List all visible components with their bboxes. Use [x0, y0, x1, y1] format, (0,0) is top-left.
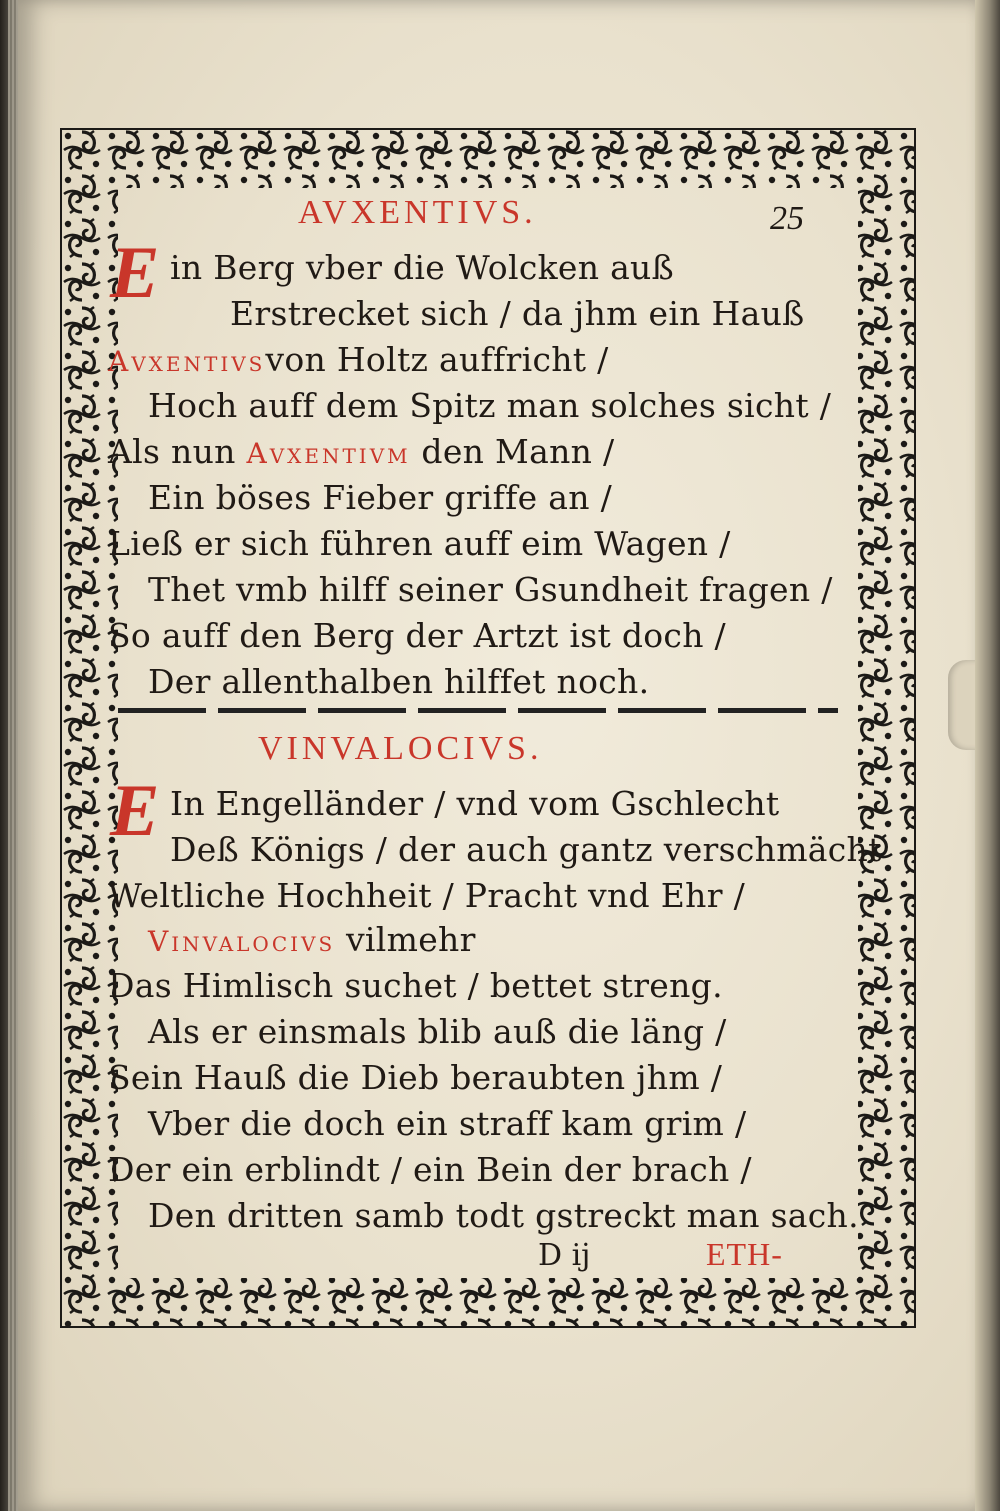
section-divider [118, 708, 838, 713]
verse-line: Avxentivsvon Holtz auffricht / [108, 340, 609, 379]
verse-line: Das Himlisch suchet / bettet streng. [108, 966, 723, 1005]
verse-line: Den dritten samb todt gstreckt man sach. [148, 1196, 859, 1235]
verse-line: So auff den Berg der Artzt ist doch / [108, 616, 726, 655]
verse-line: In Engelländer / vnd vom Gschlecht [170, 784, 780, 823]
verse-line: Sein Hauß die Dieb beraubten jhm / [108, 1058, 723, 1097]
page-right-edge [975, 0, 1000, 1511]
verse-line: Ließ er sich führen auff eim Wagen / [108, 524, 731, 563]
verse-line: Deß Königs / der auch gantz verschmächt [170, 830, 882, 869]
verse-line: Der allenthalben hilffet noch. [148, 662, 650, 701]
verse-line: Ein böses Fieber griffe an / [148, 478, 613, 517]
section-title: VINVALOCIVS. [258, 730, 543, 767]
verse-line: Vber die doch ein straff kam grim / [148, 1104, 747, 1143]
verse-line: Als er einsmals blib auß die läng / [148, 1012, 727, 1051]
verse-line: Weltliche Hochheit / Pracht vnd Ehr / [108, 876, 745, 915]
verse-line: Vinvalocivs vilmehr [148, 920, 476, 959]
decorated-initial: E [110, 770, 160, 852]
signature-mark: D ij [538, 1238, 591, 1273]
saint-name: Avxentivm [246, 437, 411, 470]
verse-line: Der ein erblindt / ein Bein der brach / [108, 1150, 752, 1189]
verse-line: Erstrecket sich / da jhm ein Hauß [230, 294, 805, 333]
verse-line: Hoch auff dem Spitz man solches sicht / [148, 386, 832, 425]
saint-name: Vinvalocivs [148, 925, 336, 958]
section-title: AVXENTIVS. [298, 194, 537, 231]
page-number: 25 [770, 200, 804, 237]
verse-line: in Berg vber die Wolcken auß [170, 248, 674, 287]
decorated-initial: E [110, 232, 160, 314]
page [18, 0, 980, 1511]
verse-line: Thet vmb hilff seiner Gsundheit fragen / [148, 570, 833, 609]
saint-name: Avxentivs [108, 345, 266, 378]
catchword: ETH- [706, 1236, 783, 1272]
verse-line: Als nun Avxentivm den Mann / [108, 432, 615, 471]
